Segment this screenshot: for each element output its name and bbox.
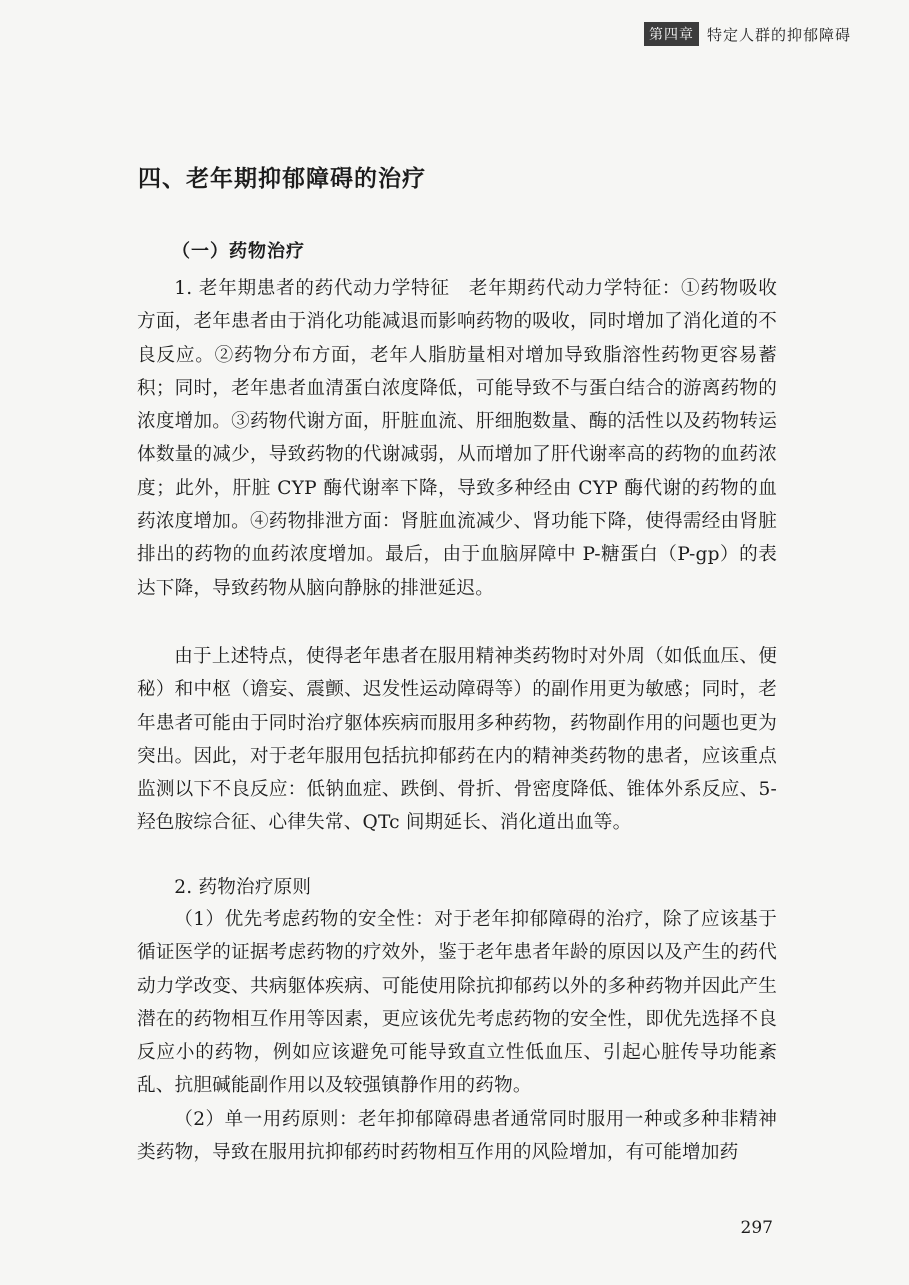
paragraph-safety-priority: （1）优先考虑药物的安全性：对于老年抑郁障碍的治疗，除了应该基于循证医学的证据考虑药物的疗效外，鉴于老年患者年龄的原因以及产生的药代动力学改变、共病躯体疾病、可能使用除抗抑郁药以外的多种药物并因此产生潜在的药物相互作用等因素，更应该优先考虑药物的安全性，即优先选择不良反应小的药物，例如应该避免可能导致直立性低血压、引起心脏传导功能紊乱、抗胆碱能副作用以及较强镇静作用的药物。	[137, 909, 777, 1097]
section-title: 四、老年期抑郁障碍的治疗	[138, 166, 426, 192]
page-number: 297	[740, 1218, 773, 1238]
paragraph-side-effects: 由于上述特点，使得老年患者在服用精神类药物时对外周（如低血压、便秘）和中枢（谵妄、震颤、迟发性运动障碍等）的副作用更为敏感；同时，老年患者可能由于同时治疗躯体疾病而服用多种药物，药物副作用的问题也更为突出。因此，对于老年服用包括抗抑郁药在内的精神类药物的患者，应该重点监测以下不良反应：低钠血症、跌倒、骨折、骨密度降低、锥体外系反应、5-羟色胺综合征、心律失常、QTc 间期延长、消化道出血等。	[137, 646, 777, 834]
paragraph-monotherapy: （2）单一用药原则：老年抑郁障碍患者通常同时服用一种或多种非精神类药物，导致在服用抗抑郁药时药物相互作用的风险增加，有可能增加药	[137, 1109, 777, 1164]
paragraph-pharmacokinetics: 1. 老年期患者的药代动力学特征 老年期药代动力学特征：①药物吸收方面，老年患者由于消化功能减退而影响药物的吸收，同时增加了消化道的不良反应。②药物分布方面，老年人脂肪量相对增加导致脂溶性药物更容易蓄积；同时，老年患者血清蛋白浓度降低，可能导致不与蛋白结合的游离药物的浓度增加。③药物代谢方面，肝脏血流、肝细胞数量、酶的活性以及药物转运体数量的减少，导致药物的代谢减弱，从而增加了肝代谢率高的药物的血药浓度；此外，肝脏 CYP 酶代谢率下降，导致多种经由 CYP 酶代谢的药物的血药浓度增加。④药物排泄方面：肾脏血流减少、肾功能下降，使得需经由肾脏排出的药物的血药浓度增加。最后，由于血脑屏障中 P-糖蛋白（P-gp）的表达下降，导致药物从脑向静脉的排泄延迟。	[137, 278, 777, 599]
running-header-title: 特定人群的抑郁障碍	[706, 25, 851, 44]
subsection-title: （一）药物治疗	[172, 241, 305, 262]
chapter-tag: 第四章	[644, 22, 699, 46]
running-header	[644, 22, 851, 46]
paragraph-treatment-principles-heading: 2. 药物治疗原则	[174, 877, 312, 898]
